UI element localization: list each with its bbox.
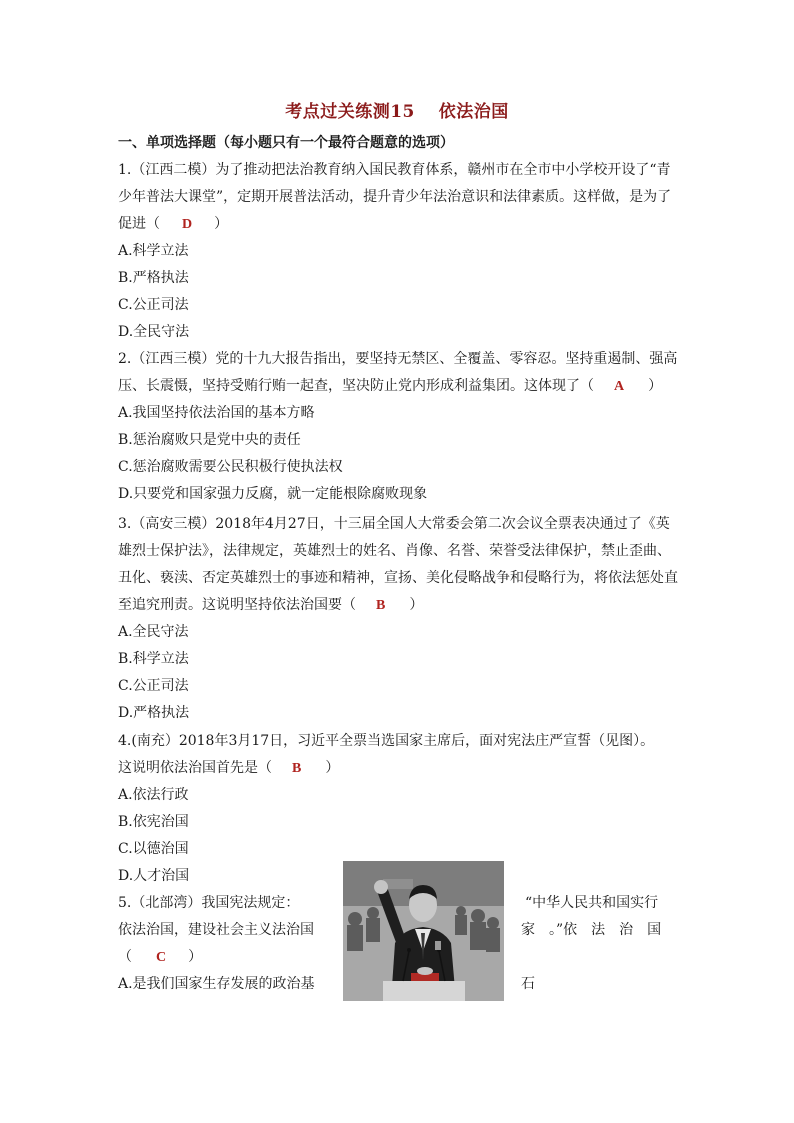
question-2-option-c: C.惩治腐败需要公民积极行使执法权 — [118, 459, 343, 475]
question-3-line-3: 丑化、亵渎、否定英雄烈士的事迹和精神，宣扬、美化侵略战争和侵略行为，将依法惩处直 — [118, 570, 678, 586]
question-3-line-2: 雄烈士保护法》，法律规定，英雄烈士的姓名、肖像、名誉、荣誉受法律保护，禁止歪曲、 — [118, 543, 671, 559]
question-1-answer: D — [182, 217, 193, 232]
question-2-stem-text: 压、长震慑，坚持受贿行贿一起查，坚决防止党内形成利益集团。这体现了（ — [118, 378, 594, 394]
question-3-line-1: 3.（高安三模）2018年4月27日，十三届全国人大常委会第二次会议全票表决通过了《英 — [118, 516, 670, 532]
question-2-option-a: A.我国坚持依法治国的基本方略 — [118, 405, 315, 421]
oath-photo-illustration — [343, 861, 504, 1001]
question-1-stem-end — [118, 214, 228, 235]
question-5-answer: C — [156, 950, 167, 965]
question-4-option-b: B.依宪治国 — [118, 814, 189, 830]
question-1-line-1: 1.（江西二模）为了推动把法治教育纳入国民教育体系，赣州市在全市中小学校开设了“青 — [118, 162, 671, 178]
question-4-option-c: C.以德治国 — [118, 841, 189, 857]
question-5-line-1-left: 5.（北部湾）我国宪法规定： — [118, 895, 300, 911]
question-1-option-c: C.公正司法 — [118, 297, 189, 313]
question-3-option-b: B.科学立法 — [118, 651, 189, 667]
question-4-stem-end — [118, 758, 339, 779]
question-5-answer-line — [118, 947, 202, 968]
question-4-option-d: D.人才治国 — [118, 868, 190, 884]
question-5-option-a-left: A.是我们国家生存发展的政治基 — [118, 976, 315, 992]
question-2-option-b: B.惩治腐败只是党中央的责任 — [118, 432, 301, 448]
question-2-answer: A — [614, 379, 625, 394]
question-1-line-2: 少年普法大课堂”，定期开展普法活动，提升青少年法治意识和法律素质。这样做，是为了 — [118, 189, 672, 205]
question-2-close-paren: ） — [648, 378, 663, 394]
question-1-close-paren: ） — [214, 216, 229, 232]
page-title: 考点过关练测15 依法治国 — [285, 102, 509, 122]
question-5-open-paren: （ — [118, 949, 132, 965]
question-4-stem-text: 这说明依法治国首先是（ — [118, 760, 272, 776]
question-5-line-2-left: 依法治国，建设社会主义法治国 — [118, 922, 314, 938]
question-4-line-1: 4.(南充）2018年3月17日，习近平全票当选国家主席后，面对宪法庄严宣誓（见图）。 — [118, 733, 655, 749]
question-3-answer: B — [376, 598, 386, 613]
question-2-option-d: D.只要党和国家强力反腐，就一定能根除腐败现象 — [118, 486, 428, 502]
question-4-answer: B — [292, 761, 302, 776]
oath-photo — [343, 861, 504, 1001]
question-1-stem-text: 促进（ — [118, 216, 160, 232]
question-3-close-paren: ） — [409, 597, 424, 613]
question-1-option-a: A.科学立法 — [118, 243, 189, 259]
question-2-line-1: 2.（江西三模）党的十九大报告指出，要坚持无禁区、全覆盖、零容忍。坚持重遏制、强高 — [118, 351, 678, 367]
question-1-option-b: B.严格执法 — [118, 270, 189, 286]
question-5-line-2-right: 家 。”依 法 治 国 — [521, 922, 662, 938]
question-5-option-a-right: 石 — [521, 976, 535, 992]
question-3-option-d: D.严格执法 — [118, 705, 190, 721]
question-4-close-paren: ） — [325, 760, 340, 776]
question-3-stem-text: 至追究刑责。这说明坚持依法治国要（ — [118, 597, 356, 613]
question-5-close-paren: ） — [188, 949, 203, 965]
question-3-option-a: A.全民守法 — [118, 624, 189, 640]
question-3-option-c: C.公正司法 — [118, 678, 189, 694]
question-2-stem-end — [118, 376, 662, 397]
question-4-option-a: A.依法行政 — [118, 787, 189, 803]
question-3-stem-end — [118, 595, 423, 616]
question-5-line-1-right: “中华人民共和国实行 — [525, 895, 659, 911]
section-heading: 一、单项选择题（每小题只有一个最符合题意的选项） — [118, 135, 454, 151]
question-1-option-d: D.全民守法 — [118, 324, 190, 340]
